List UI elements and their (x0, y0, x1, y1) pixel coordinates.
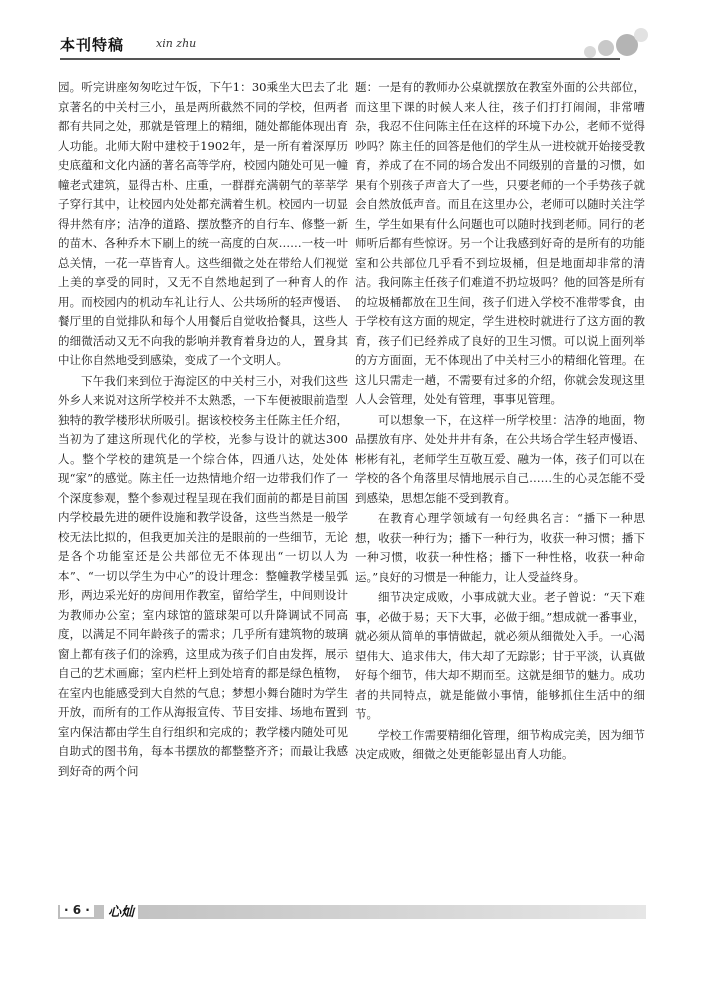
paragraph: 在教育心理学领域有一句经典名言：“播下一种思想，收获一种行为；播下一种行为，收获一种习惯；播下一种习惯，收获一种性格；播下一种性格，收获一种命运。”良好的习惯是一种能力，让人受益终身。 (355, 511, 645, 584)
page-header (60, 28, 644, 68)
section-pinyin: xin zhu (156, 37, 197, 50)
paragraph: 题：一是有的教师办公桌就摆放在教室外面的公共部位，而这里下课的时候人来人往，孩子们打打闹闹，非常嘈杂，我忍不住问陈主任在这样的环境下办公，老师不觉得吵吗？陈主任的回答是他们的学生从一进校就开始接受教育，养成了在不同的场合发出不同级别的音量的习惯，如果有个别孩子声音大了一些，只要老师的一个手势孩子就会自然放低声音。而且在这里办公，老师可以随时关注学生，学生如果有什么问题也可以随时找到老师。同行的老师听后都有些惊讶。另一个让我感到好奇的是所有的功能室和公共部位几乎看不到垃圾桶，但是地面却非常的清洁。我问陈主任孩子们难道不扔垃圾吗？他的回答是所有的垃圾桶都放在卫生间，孩子们进入学校不准带零食，由于学校有这方面的规定，学生进校时就进行了这方面的教育，孩子们已经养成了良好的卫生习惯。可以说上面列举的方方面面，无不体现出了中关村三小的精细化管理。在这儿只需走一趟，不需要有过多的介绍，你就会发现这里人人会管理，处处有管理，事事见管理。 (355, 80, 645, 406)
page-number: · 6 · (60, 903, 94, 917)
left-column (58, 78, 348, 868)
right-column (355, 78, 645, 868)
magazine-logo: 心灿 (104, 901, 138, 920)
paragraph: 学校工作需要精细化管理，细节构成完美，因为细节决定成败，细微之处更能彰显出育人功能。 (355, 727, 645, 761)
paragraph: 细节决定成败，小事成就大业。老子曾说：“天下难事，必做于易；天下大事，必做于细。”想成就一番事业，就必须从简单的事情做起，就必须从细微处入手。一心渴望伟大、追求伟大，伟大却了无踪影；甘于平淡，认真做好每个细节，伟大却不期而至。这就是细节的魅力。成功者的共同特点，就是能做小事情，能够抓住生活中的细节。 (355, 590, 645, 721)
header-rule (60, 58, 620, 60)
paragraph: 园。听完讲座匆匆吃过午饭，下午1：30乘坐大巴去了北京著名的中关村三小，虽是两所截然不同的学校，但两者都有共同之处，那就是管理上的精细，随处都能体现出育人功能。北师大附中建校于1902年，是一所有着深厚历史底蕴和文化内涵的著名高等学府，校园内随处可见一幢幢老式建筑，显得古朴、庄重，一群群充满朝气的莘莘学子穿行其中，让校园内处处都充满着生机。校园内一切显得井然有序；洁净的道路、摆放整齐的自行车、修整一新的苗木、各种乔木下刷上的统一高度的白灰……一枝一叶总关情，一花一草皆育人。这些细微之处在带给人们视觉上美的享受的同时，又无不自然地起到了一种育人的作用。而校园内的机动车礼让行人、公共场所的轻声慢语、餐厅里的自觉排队和每个人用餐后自觉收拾餐具，这些人的细微活动又无不向我的影响并教育着身边的人，置身其中让你自然地受到感染，变成了一个文明人。 (58, 80, 348, 367)
paragraph: 可以想象一下，在这样一所学校里：洁净的地面，物品摆放有序、处处井井有条，在公共场合学生轻声慢语、彬彬有礼，老师学生互敬互爱、融为一体，孩子们可以在学校的各个角落里尽情地展示自己……生的心灵怎能不受到感染，思想怎能不受到教育。 (355, 412, 645, 505)
decorative-circle-icon (584, 46, 596, 58)
section-title: 本刊特稿 (60, 36, 125, 54)
paragraph: 下午我们来到位于海淀区的中关村三小，对我们这些外乡人来说对这所学校并不太熟悉，一下车便被眼前造型独特的教学楼形状所吸引。据该校校务主任陈主任介绍，当初为了建这所现代化的学校，光参与设计的就达300人。整个学校的建筑是一个综合体，四通八达，处处体现“家”的感觉。陈主任一边热情地介绍一边带我们作了一个深度参观，整个参观过程呈现在我们面前的都是目前国内学校最先进的硬件设施和教学设备，这些当然是一般学校无法比拟的，但我更加关注的是眼前的一些细节，无论是各个功能室还是公共部位无不体现出“一切以人为本”、“一切以学生为中心”的设计理念：整幢教学楼呈弧形，两边采光好的房间用作教室，留给学生，中间则设计为教师办公室；室内球馆的篮球架可以升降调试不同高度，以满足不同年龄孩子的需求；几乎所有建筑物的玻璃窗上都有孩子们的涂鸦，这里成为孩子们自由发挥，展示自己的艺术画廊；室内栏杆上到处培育的都是绿色植物，在室内也能感受到大自然的气息；梦想小舞台随时为学生开放，而所有的工作从海报宣传、节目安排、场地布置到室内保洁都由学生自行组织和完成的；教学楼内随处可见自助式的图书角，每本书摆放的都整整齐齐；而最让我感到好奇的两个问 (58, 373, 348, 778)
decorative-circle-icon (598, 40, 614, 56)
footer-bar (58, 905, 646, 919)
decorative-circle-icon (634, 28, 648, 42)
